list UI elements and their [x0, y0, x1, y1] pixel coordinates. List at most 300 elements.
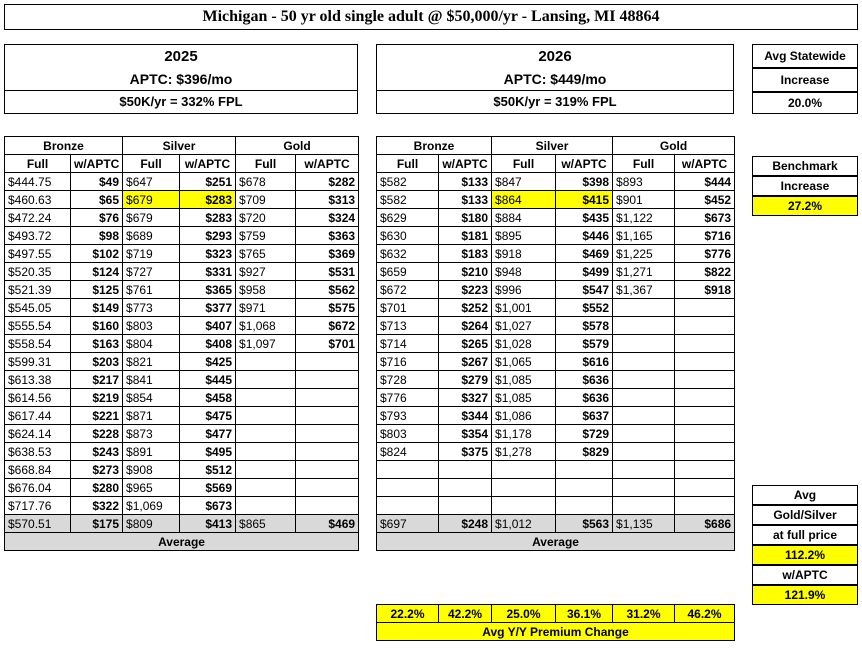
- bronze-aptc-cell: $125: [71, 281, 123, 299]
- avg-bronze-aptc-2025: $175: [71, 515, 123, 533]
- fpl-2025: $50K/yr = 332% FPL: [5, 90, 357, 112]
- empty-cell: [675, 479, 735, 497]
- table-row: [5, 425, 359, 443]
- gold-aptc-cell: $369: [296, 245, 359, 263]
- table-row: [377, 263, 735, 281]
- gold-full-cell: $901: [613, 191, 675, 209]
- silver-full-cell: $1,028: [492, 335, 556, 353]
- empty-cell: [675, 425, 735, 443]
- bronze-aptc-cell: $210: [439, 263, 492, 281]
- table-row: [377, 227, 735, 245]
- empty-cell: [439, 497, 492, 515]
- empty-cell: [613, 389, 675, 407]
- table-row: [377, 479, 735, 497]
- empty-cell: [377, 479, 439, 497]
- gold-full-cell: $709: [236, 191, 296, 209]
- average-label-2026: Average: [377, 533, 735, 551]
- silver-aptc-cell: $477: [180, 425, 236, 443]
- table-row: [377, 371, 735, 389]
- table-row: [5, 461, 359, 479]
- silver-full-cell: $1,069: [123, 497, 180, 515]
- bronze-full-cell: $599.31: [5, 353, 71, 371]
- goldsilver-value: 112.2%: [752, 545, 858, 565]
- bronze-aptc-cell: $183: [439, 245, 492, 263]
- silver-aptc-cell: $729: [556, 425, 613, 443]
- silver-full-cell: $1,001: [492, 299, 556, 317]
- bronze-full-cell: $632: [377, 245, 439, 263]
- empty-cell: [613, 299, 675, 317]
- bronze-aptc-cell: $49: [71, 173, 123, 191]
- silver-full-cell: $679: [123, 209, 180, 227]
- bronze-full-cell: $672: [377, 281, 439, 299]
- bronze-aptc-cell: $221: [71, 407, 123, 425]
- empty-cell: [296, 425, 359, 443]
- avg-silver-full-2025: $809: [123, 515, 180, 533]
- year-label-2026: 2026: [538, 47, 572, 65]
- metal-header-row-2025: [5, 137, 359, 155]
- empty-cell: [236, 371, 296, 389]
- silver-aptc-cell: $407: [180, 317, 236, 335]
- table-row: [5, 173, 359, 191]
- table-row: [377, 425, 735, 443]
- table-row: [5, 407, 359, 425]
- silver-aptc-cell: $425: [180, 353, 236, 371]
- silver-aptc-cell: $398: [556, 173, 613, 191]
- gold-full-cell: $1,367: [613, 281, 675, 299]
- empty-cell: [296, 443, 359, 461]
- yoy-bronze-full: 22.2%: [377, 605, 439, 623]
- table-row: [377, 299, 735, 317]
- bronze-full-cell: $613.38: [5, 371, 71, 389]
- table-row: [5, 353, 359, 371]
- waptc-value: 121.9%: [752, 585, 858, 605]
- silver-aptc-cell: $435: [556, 209, 613, 227]
- silver-aptc-cell: $377: [180, 299, 236, 317]
- bronze-full-cell: $555.54: [5, 317, 71, 335]
- gold-aptc-cell: $672: [296, 317, 359, 335]
- silver-aptc-cell: $446: [556, 227, 613, 245]
- empty-cell: [377, 497, 439, 515]
- bronze-aptc-cell: $264: [439, 317, 492, 335]
- statewide-increase-title-line1: Avg Statewide: [752, 44, 858, 68]
- bronze-full-cell: $521.39: [5, 281, 71, 299]
- empty-cell: [613, 443, 675, 461]
- empty-cell: [556, 479, 613, 497]
- yoy-label: Avg Y/Y Premium Change: [377, 623, 735, 641]
- avg-silver-aptc-2025: $413: [180, 515, 236, 533]
- bronze-full-cell: $659: [377, 263, 439, 281]
- premium-table-2026: [376, 136, 735, 551]
- silver-aptc-cell: $636: [556, 371, 613, 389]
- bronze-full-cell: $713: [377, 317, 439, 335]
- bronze-full-cell: $582: [377, 173, 439, 191]
- bronze-aptc-cell: $133: [439, 173, 492, 191]
- gold-full-header-2025: Full: [236, 155, 296, 173]
- avg-gold-full-2026: $1,135: [613, 515, 675, 533]
- bronze-full-cell: $701: [377, 299, 439, 317]
- empty-cell: [296, 371, 359, 389]
- empty-cell: [613, 461, 675, 479]
- gold-full-cell: $765: [236, 245, 296, 263]
- silver-full-cell: $1,086: [492, 407, 556, 425]
- bronze-aptc-cell: $98: [71, 227, 123, 245]
- table-row: [377, 407, 735, 425]
- bronze-aptc-cell: $322: [71, 497, 123, 515]
- silver-full-cell: $847: [492, 173, 556, 191]
- metal-silver-2025: Silver: [123, 137, 236, 155]
- gold-full-cell: $927: [236, 263, 296, 281]
- average-row-2025: [5, 515, 359, 533]
- average-label-row-2025: [5, 533, 359, 551]
- bronze-aptc-cell: $354: [439, 425, 492, 443]
- bronze-full-cell: $460.63: [5, 191, 71, 209]
- bronze-full-cell: $803: [377, 425, 439, 443]
- empty-cell: [236, 353, 296, 371]
- gold-aptc-cell: $562: [296, 281, 359, 299]
- gold-full-header-2026: Full: [613, 155, 675, 173]
- aptc-2026: APTC: $449/mo: [503, 70, 607, 87]
- silver-full-header-2026: Full: [492, 155, 556, 173]
- bronze-aptc-cell: $124: [71, 263, 123, 281]
- bronze-aptc-cell: $279: [439, 371, 492, 389]
- gold-aptc-cell: $531: [296, 263, 359, 281]
- empty-cell: [377, 461, 439, 479]
- bronze-aptc-header-2025: w/APTC: [71, 155, 123, 173]
- empty-cell: [439, 479, 492, 497]
- bronze-full-cell: $545.05: [5, 299, 71, 317]
- year-block-2025: [4, 44, 358, 114]
- table-row: [5, 191, 359, 209]
- empty-cell: [236, 425, 296, 443]
- metal-silver-2026: Silver: [492, 137, 613, 155]
- fpl-2026: $50K/yr = 319% FPL: [377, 90, 733, 112]
- silver-full-cell: $1,065: [492, 353, 556, 371]
- gold-full-cell: $1,122: [613, 209, 675, 227]
- bronze-full-cell: $493.72: [5, 227, 71, 245]
- average-label-row-2026: [377, 533, 735, 551]
- statewide-increase-title-line2: Increase: [752, 68, 858, 92]
- silver-full-cell: $895: [492, 227, 556, 245]
- table-row: [377, 317, 735, 335]
- bronze-full-cell: $716: [377, 353, 439, 371]
- metal-bronze-2025: Bronze: [5, 137, 123, 155]
- silver-aptc-cell: $283: [180, 191, 236, 209]
- silver-aptc-cell: $469: [556, 245, 613, 263]
- silver-full-cell: $804: [123, 335, 180, 353]
- empty-cell: [296, 353, 359, 371]
- bronze-aptc-cell: $265: [439, 335, 492, 353]
- silver-full-cell: $841: [123, 371, 180, 389]
- gold-full-cell: $971: [236, 299, 296, 317]
- empty-cell: [613, 479, 675, 497]
- bronze-full-cell: $629: [377, 209, 439, 227]
- silver-aptc-cell: $673: [180, 497, 236, 515]
- bronze-full-cell: $617.44: [5, 407, 71, 425]
- silver-full-cell: $821: [123, 353, 180, 371]
- bronze-full-cell: $676.04: [5, 479, 71, 497]
- empty-cell: [556, 497, 613, 515]
- sub-header-row-2026: [377, 155, 735, 173]
- silver-aptc-cell: $616: [556, 353, 613, 371]
- bronze-aptc-cell: $203: [71, 353, 123, 371]
- bronze-full-cell: $614.56: [5, 389, 71, 407]
- avg-silver-aptc-2026: $563: [556, 515, 613, 533]
- empty-cell: [613, 425, 675, 443]
- gold-aptc-cell: $282: [296, 173, 359, 191]
- bronze-aptc-cell: $65: [71, 191, 123, 209]
- gold-full-cell: $958: [236, 281, 296, 299]
- gold-aptc-header-2026: w/APTC: [675, 155, 735, 173]
- silver-aptc-cell: $499: [556, 263, 613, 281]
- waptc-label: w/APTC: [752, 565, 858, 585]
- silver-full-cell: $918: [492, 245, 556, 263]
- silver-aptc-cell: $552: [556, 299, 613, 317]
- table-row: [5, 317, 359, 335]
- metal-bronze-2026: Bronze: [377, 137, 492, 155]
- aptc-2025: APTC: $396/mo: [129, 70, 233, 87]
- avg-bronze-full-2025: $570.51: [5, 515, 71, 533]
- empty-cell: [613, 317, 675, 335]
- bronze-full-cell: $630: [377, 227, 439, 245]
- table-row: [377, 191, 735, 209]
- table-row: [5, 479, 359, 497]
- bronze-aptc-cell: $102: [71, 245, 123, 263]
- empty-cell: [439, 461, 492, 479]
- silver-full-cell: $873: [123, 425, 180, 443]
- gold-aptc-cell: $673: [675, 209, 735, 227]
- bronze-full-cell: $728: [377, 371, 439, 389]
- benchmark-increase-line2: Increase: [752, 176, 858, 196]
- yoy-silver-aptc: 36.1%: [556, 605, 613, 623]
- empty-cell: [613, 353, 675, 371]
- empty-cell: [296, 479, 359, 497]
- silver-full-cell: $647: [123, 173, 180, 191]
- bronze-full-cell: $776: [377, 389, 439, 407]
- silver-full-cell: $761: [123, 281, 180, 299]
- table-row: [5, 371, 359, 389]
- empty-cell: [492, 461, 556, 479]
- bronze-aptc-cell: $228: [71, 425, 123, 443]
- gold-full-cell: $678: [236, 173, 296, 191]
- gold-full-cell: $759: [236, 227, 296, 245]
- silver-full-cell: $854: [123, 389, 180, 407]
- silver-full-cell: $1,178: [492, 425, 556, 443]
- silver-aptc-cell: $251: [180, 173, 236, 191]
- silver-aptc-cell: $415: [556, 191, 613, 209]
- silver-full-cell: $864: [492, 191, 556, 209]
- yoy-gold-aptc: 46.2%: [675, 605, 735, 623]
- gold-full-cell: $893: [613, 173, 675, 191]
- yoy-gold-full: 31.2%: [613, 605, 675, 623]
- table-row: [377, 209, 735, 227]
- bronze-full-header-2026: Full: [377, 155, 439, 173]
- gold-full-cell: $1,068: [236, 317, 296, 335]
- table-row: [377, 173, 735, 191]
- bronze-aptc-cell: $160: [71, 317, 123, 335]
- empty-cell: [675, 497, 735, 515]
- table-row: [5, 497, 359, 515]
- silver-full-cell: $689: [123, 227, 180, 245]
- silver-aptc-cell: $293: [180, 227, 236, 245]
- silver-aptc-cell: $495: [180, 443, 236, 461]
- silver-full-cell: $996: [492, 281, 556, 299]
- gold-aptc-cell: $363: [296, 227, 359, 245]
- avg-gold-aptc-2026: $686: [675, 515, 735, 533]
- empty-cell: [236, 443, 296, 461]
- table-row: [377, 497, 735, 515]
- bronze-full-cell: $793: [377, 407, 439, 425]
- bronze-aptc-cell: $181: [439, 227, 492, 245]
- gold-aptc-cell: $701: [296, 335, 359, 353]
- table-row: [5, 245, 359, 263]
- metal-header-row-2026: [377, 137, 735, 155]
- gold-aptc-cell: $776: [675, 245, 735, 263]
- silver-full-cell: $727: [123, 263, 180, 281]
- sub-header-row-2025: [5, 155, 359, 173]
- empty-cell: [675, 299, 735, 317]
- silver-aptc-cell: $331: [180, 263, 236, 281]
- gold-aptc-cell: $444: [675, 173, 735, 191]
- table-row: [5, 299, 359, 317]
- bronze-full-cell: $668.84: [5, 461, 71, 479]
- empty-cell: [675, 407, 735, 425]
- silver-aptc-cell: $829: [556, 443, 613, 461]
- silver-full-cell: $719: [123, 245, 180, 263]
- silver-aptc-cell: $636: [556, 389, 613, 407]
- bronze-full-cell: $497.55: [5, 245, 71, 263]
- gold-full-cell: $1,225: [613, 245, 675, 263]
- gold-aptc-cell: $313: [296, 191, 359, 209]
- silver-aptc-cell: $283: [180, 209, 236, 227]
- bronze-aptc-cell: $273: [71, 461, 123, 479]
- metal-gold-2026: Gold: [613, 137, 735, 155]
- avg-bronze-full-2026: $697: [377, 515, 439, 533]
- bronze-aptc-cell: $223: [439, 281, 492, 299]
- bronze-full-cell: $444.75: [5, 173, 71, 191]
- gold-aptc-cell: $575: [296, 299, 359, 317]
- empty-cell: [675, 443, 735, 461]
- empty-cell: [296, 461, 359, 479]
- bronze-aptc-cell: $76: [71, 209, 123, 227]
- bronze-full-cell: $520.35: [5, 263, 71, 281]
- bronze-aptc-cell: $375: [439, 443, 492, 461]
- bronze-aptc-cell: $344: [439, 407, 492, 425]
- page-title: Michigan - 50 yr old single adult @ $50,000/yr - Lansing, MI 48864: [4, 4, 858, 30]
- avg-silver-full-2026: $1,012: [492, 515, 556, 533]
- empty-cell: [296, 407, 359, 425]
- table-row: [5, 263, 359, 281]
- benchmark-increase-value: 27.2%: [752, 196, 858, 216]
- bronze-aptc-cell: $243: [71, 443, 123, 461]
- silver-aptc-cell: $323: [180, 245, 236, 263]
- bronze-aptc-cell: $327: [439, 389, 492, 407]
- avg-gold-full-2025: $865: [236, 515, 296, 533]
- avg-bronze-aptc-2026: $248: [439, 515, 492, 533]
- goldsilver-line3: at full price: [752, 525, 858, 545]
- benchmark-increase-line1: Benchmark: [752, 156, 858, 176]
- bronze-aptc-header-2026: w/APTC: [439, 155, 492, 173]
- bronze-full-cell: $472.24: [5, 209, 71, 227]
- yoy-silver-full: 25.0%: [492, 605, 556, 623]
- silver-aptc-cell: $547: [556, 281, 613, 299]
- empty-cell: [296, 389, 359, 407]
- silver-aptc-cell: $408: [180, 335, 236, 353]
- goldsilver-line2: Gold/Silver: [752, 505, 858, 525]
- table-row: [5, 281, 359, 299]
- bronze-aptc-cell: $163: [71, 335, 123, 353]
- gold-aptc-cell: $918: [675, 281, 735, 299]
- silver-aptc-cell: $475: [180, 407, 236, 425]
- yoy-bronze-aptc: 42.2%: [439, 605, 492, 623]
- table-row: [377, 245, 735, 263]
- metal-gold-2025: Gold: [236, 137, 359, 155]
- gold-aptc-cell: $822: [675, 263, 735, 281]
- table-row: [5, 227, 359, 245]
- empty-cell: [613, 335, 675, 353]
- bronze-full-cell: $624.14: [5, 425, 71, 443]
- table-row: [377, 335, 735, 353]
- table-row: [377, 389, 735, 407]
- silver-full-cell: $871: [123, 407, 180, 425]
- empty-cell: [613, 497, 675, 515]
- empty-cell: [236, 497, 296, 515]
- silver-aptc-cell: $637: [556, 407, 613, 425]
- statewide-increase-value: 20.0%: [752, 92, 858, 114]
- bronze-full-cell: $582: [377, 191, 439, 209]
- bronze-full-header-2025: Full: [5, 155, 71, 173]
- empty-cell: [675, 389, 735, 407]
- avg-gold-aptc-2025: $469: [296, 515, 359, 533]
- silver-full-header-2025: Full: [123, 155, 180, 173]
- bronze-aptc-cell: $280: [71, 479, 123, 497]
- bronze-full-cell: $717.76: [5, 497, 71, 515]
- table-row: [377, 443, 735, 461]
- table-row: [5, 389, 359, 407]
- silver-full-cell: $1,085: [492, 371, 556, 389]
- silver-aptc-cell: $578: [556, 317, 613, 335]
- bronze-aptc-cell: $252: [439, 299, 492, 317]
- bronze-aptc-cell: $219: [71, 389, 123, 407]
- empty-cell: [236, 407, 296, 425]
- silver-aptc-cell: $579: [556, 335, 613, 353]
- silver-full-cell: $679: [123, 191, 180, 209]
- year-label-2025: 2025: [164, 47, 198, 65]
- empty-cell: [556, 461, 613, 479]
- gold-full-cell: $1,097: [236, 335, 296, 353]
- average-row-2026: [377, 515, 735, 533]
- empty-cell: [236, 461, 296, 479]
- bronze-full-cell: $714: [377, 335, 439, 353]
- empty-cell: [492, 479, 556, 497]
- silver-aptc-cell: $365: [180, 281, 236, 299]
- bronze-aptc-cell: $149: [71, 299, 123, 317]
- empty-cell: [613, 371, 675, 389]
- empty-cell: [675, 335, 735, 353]
- empty-cell: [236, 389, 296, 407]
- empty-cell: [613, 407, 675, 425]
- bronze-aptc-cell: $217: [71, 371, 123, 389]
- premium-table-2025: [4, 136, 359, 551]
- silver-full-cell: $884: [492, 209, 556, 227]
- silver-full-cell: $908: [123, 461, 180, 479]
- gold-full-cell: $1,165: [613, 227, 675, 245]
- table-row: [5, 443, 359, 461]
- gold-aptc-cell: $324: [296, 209, 359, 227]
- bronze-aptc-cell: $133: [439, 191, 492, 209]
- empty-cell: [675, 371, 735, 389]
- empty-cell: [236, 479, 296, 497]
- silver-full-cell: $1,027: [492, 317, 556, 335]
